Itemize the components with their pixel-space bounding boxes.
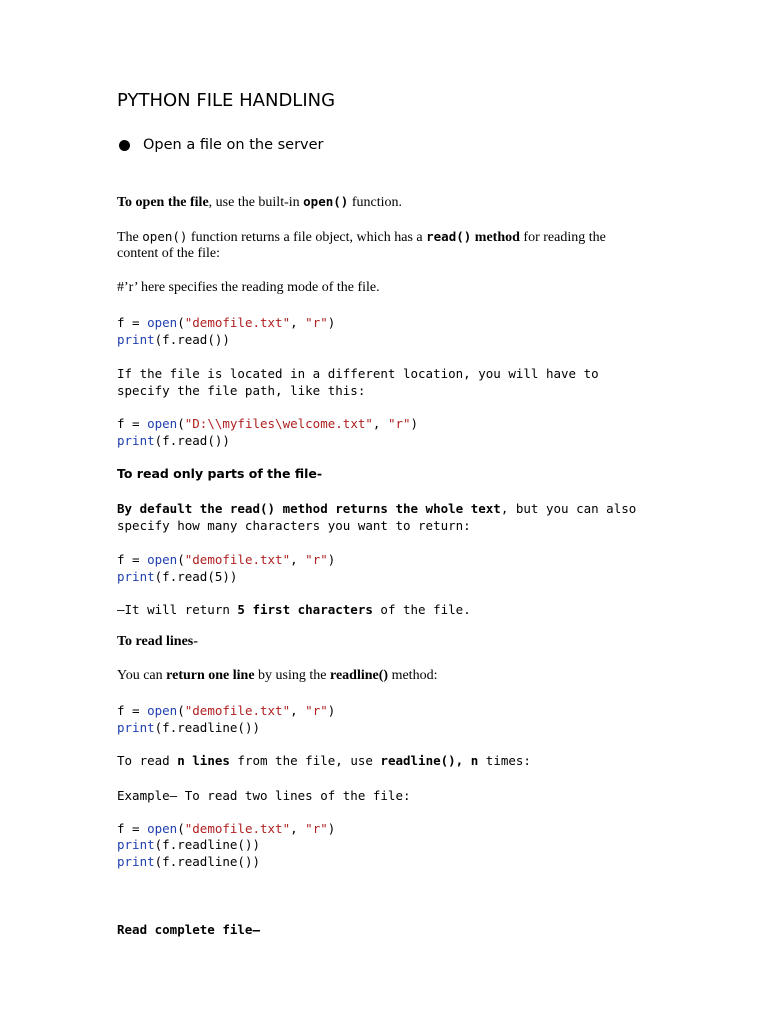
code-line: print(f.read()) [117,433,230,448]
paragraph-file-path-line2: specify the file path, like this: [117,383,366,398]
paragraph-readline: You can return one line by using the readline() method: [117,668,438,683]
paragraph-default-read: By default the read() method returns the whole text, but you can also [117,501,637,516]
code-line: print(f.readline()) [117,837,260,852]
code-line: print(f.read()) [117,332,230,347]
comment-line: #’r’ here specifies the reading mode of the file. [117,280,380,295]
paragraph-default-read-line2: specify how many characters you want to return: [117,518,471,533]
code-line: f = open("D:\\myfiles\welcome.txt", "r") [117,416,419,431]
paragraph-open-file: To open the file, use the built-in open() function. [117,194,402,210]
paragraph-read-n-lines: To read n lines from the file, use readline(), n times: [117,753,531,768]
code-line: f = open("demofile.txt", "r") [117,821,336,836]
code-line: print(f.readline()) [117,854,260,869]
bullet-icon [119,140,130,151]
paragraph-example: Example– To read two lines of the file: [117,788,411,803]
code-line: f = open("demofile.txt", "r") [117,703,336,718]
subheading-read-parts: To read only parts of the file- [117,466,323,481]
code-line: f = open("demofile.txt", "r") [117,552,336,567]
code-line: print(f.readline()) [117,720,260,735]
paragraph-file-path: If the file is located in a different location, you will have to [117,366,599,381]
subheading-read-complete: Read complete file– [117,922,260,937]
bullet-heading: Open a file on the server [143,137,324,153]
paragraph-open-returns-line2: content of the file: [117,246,221,261]
paragraph-open-returns: The open() function returns a file object, which has a read() method for reading the [117,229,606,245]
code-line: f = open("demofile.txt", "r") [117,315,336,330]
subheading-read-lines: To read lines- [117,634,198,649]
code-line: print(f.read(5)) [117,569,238,584]
page-title: PYTHON FILE HANDLING [117,90,336,111]
paragraph-return-five: –It will return 5 first characters of the file. [117,602,471,617]
